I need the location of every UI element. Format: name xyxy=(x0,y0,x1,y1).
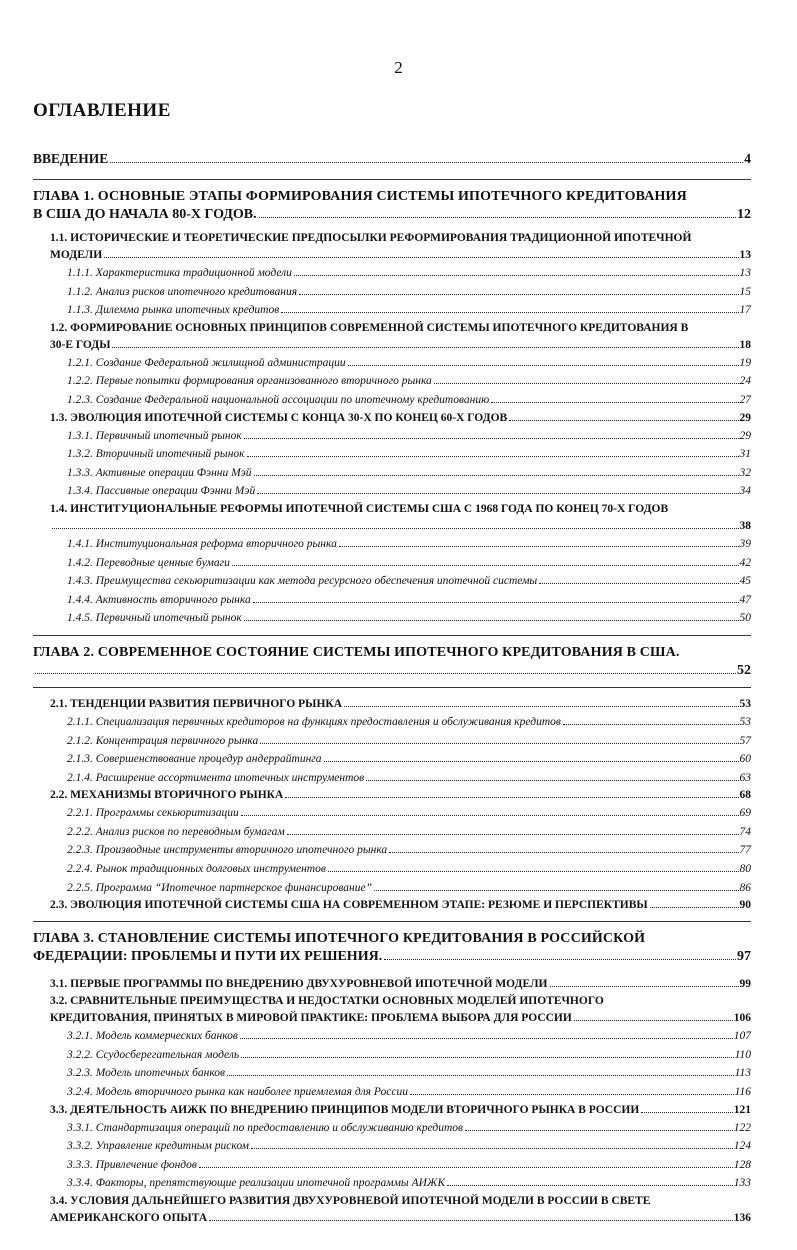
toc-entry-chapter-1[interactable] xyxy=(33,188,751,224)
toc-entry-subsection[interactable] xyxy=(33,464,751,483)
entry-title: 1.4.3. Преимущества секьюритизации как метода ресурсного обеспечения ипотечной системы xyxy=(67,575,538,588)
entry-title-line2: В США ДО НАЧАЛА 80-Х ГОДОВ. xyxy=(33,207,257,222)
entry-title: 1.4.4. Активность вторичного рынка xyxy=(67,593,251,606)
entry-page: 124 xyxy=(733,1140,751,1153)
dot-leader xyxy=(281,311,738,313)
entry-page: 90 xyxy=(739,899,751,912)
entry-page: 53 xyxy=(739,715,751,728)
dot-leader xyxy=(227,1074,734,1076)
dot-leader xyxy=(209,1219,733,1221)
dot-leader xyxy=(434,382,739,384)
entry-page: 4 xyxy=(744,151,751,166)
entry-page: 107 xyxy=(733,1030,751,1043)
entry-page: 18 xyxy=(739,338,751,351)
toc-entry-subsection[interactable] xyxy=(33,732,751,751)
entry-title: 1.3.2. Вторичный ипотечный рынок xyxy=(67,448,245,461)
dot-leader xyxy=(574,1019,733,1021)
entry-page: 13 xyxy=(739,249,751,261)
toc-entry-subsection[interactable] xyxy=(33,1083,751,1102)
toc-title: ОГЛАВЛЕНИЕ xyxy=(33,100,171,121)
dot-leader xyxy=(257,492,738,494)
toc-entry-section-3-4[interactable] xyxy=(33,1193,751,1227)
toc-entry-section-2-2[interactable] xyxy=(33,787,751,804)
entry-title: 2.1.3. Совершенствование процедур андеррайтинга xyxy=(67,753,322,766)
entry-page: 17 xyxy=(739,304,751,317)
toc-entry-subsection[interactable] xyxy=(33,1027,751,1046)
toc-entry-section-1-1[interactable] xyxy=(33,230,751,264)
entry-title: 3.1. ПЕРВЫЕ ПРОГРАММЫ ПО ВНЕДРЕНИЮ ДВУХУРОВНЕВОЙ ИПОТЕЧНОЙ МОДЕЛИ xyxy=(50,978,548,991)
toc-entry-section-3-1[interactable] xyxy=(33,976,751,993)
toc-entry-subsection[interactable] xyxy=(33,554,751,573)
divider xyxy=(33,179,751,180)
entry-title-line1: 1.2. ФОРМИРОВАНИЕ ОСНОВНЫХ ПРИНЦИПОВ СОВРЕМЕННОЙ СИСТЕМЫ ИПОТЕЧНОГО КРЕДИТОВАНИЯ В xyxy=(50,321,689,334)
entry-title: 2.2.3. Производные инструменты вторичного ипотечного рынка xyxy=(67,844,388,857)
toc-entry-subsection[interactable] xyxy=(33,1156,751,1175)
toc-entry-subsection[interactable] xyxy=(33,427,751,446)
toc-entry-section-2-3[interactable] xyxy=(33,897,751,914)
entry-page: 57 xyxy=(739,734,751,747)
entry-page: 19 xyxy=(739,356,751,369)
entry-page: 38 xyxy=(739,519,751,532)
toc-entry-section-3-3[interactable] xyxy=(33,1102,751,1119)
toc-entry-subsection[interactable] xyxy=(33,823,751,842)
entry-title: 1.2.3. Создание Федеральной национальной ассоциации по ипотечному кредитованию xyxy=(67,393,490,406)
dot-leader xyxy=(241,1056,733,1058)
dot-leader xyxy=(366,779,738,781)
entry-page: 110 xyxy=(734,1048,751,1061)
toc-entry-subsection[interactable] xyxy=(33,264,751,283)
entry-page: 24 xyxy=(739,375,751,388)
entry-page: 31 xyxy=(739,448,751,461)
dot-leader xyxy=(389,851,738,853)
entry-title-line1: 3.2. СРАВНИТЕЛЬНЫЕ ПРЕИМУЩЕСТВА И НЕДОСТАТКИ ОСНОВНЫХ МОДЕЛЕЙ ИПОТЕЧНОГО xyxy=(50,995,604,1008)
entry-page: 60 xyxy=(739,753,751,766)
entry-page: 121 xyxy=(733,1103,751,1116)
toc-entry-subsection[interactable] xyxy=(33,445,751,464)
dot-leader xyxy=(254,474,739,476)
entry-title-line1: ГЛАВА 3. СТАНОВЛЕНИЕ СИСТЕМЫ ИПОТЕЧНОГО КРЕДИТОВАНИЯ В РОССИЙСКОЙ xyxy=(33,931,646,947)
entry-page: 13 xyxy=(739,267,751,279)
dot-leader xyxy=(384,958,736,960)
dot-leader xyxy=(199,1166,733,1168)
entry-title: 1.3.4. Пассивные операции Фэнни Мэй xyxy=(67,485,256,498)
dot-leader xyxy=(287,833,739,835)
dot-leader xyxy=(112,346,738,348)
toc-entry-subsection[interactable] xyxy=(33,769,751,788)
entry-title: 3.2.1. Модель коммерческих банков xyxy=(67,1030,238,1043)
dot-leader xyxy=(104,256,738,258)
entry-page: 15 xyxy=(739,285,751,298)
toc-entry-subsection[interactable] xyxy=(33,804,751,823)
dot-leader xyxy=(374,889,738,891)
dot-leader xyxy=(344,705,738,707)
dot-leader xyxy=(491,401,738,403)
entry-page: 47 xyxy=(739,593,751,606)
entry-page: 12 xyxy=(737,207,751,222)
entry-page: 77 xyxy=(739,844,751,857)
dot-leader xyxy=(348,364,739,366)
toc-entry-subsection[interactable] xyxy=(33,283,751,302)
dot-leader xyxy=(240,1037,733,1039)
dot-leader xyxy=(260,742,738,744)
entry-page: 86 xyxy=(739,881,751,894)
entry-page: 133 xyxy=(733,1177,751,1190)
toc-entry-subsection[interactable] xyxy=(33,841,751,860)
entry-page: 99 xyxy=(739,978,751,991)
entry-title: 2.1.2. Концентрация первичного рынка xyxy=(67,734,259,747)
entry-title: 1.3. ЭВОЛЮЦИЯ ИПОТЕЧНОЙ СИСТЕМЫ С КОНЦА 30-Х ПО КОНЕЦ 60-Х ГОДОВ xyxy=(50,411,508,424)
divider xyxy=(33,921,751,922)
dot-leader xyxy=(299,293,738,295)
entry-title: 2.1.4. Расширение ассортимента ипотечных инструментов xyxy=(67,771,365,784)
entry-page: 69 xyxy=(739,807,751,820)
entry-title: 2.2.4. Рынок традиционных долговых инструментов xyxy=(67,863,326,876)
toc-entry-chapter-2[interactable] xyxy=(33,644,751,680)
dot-leader xyxy=(294,274,739,276)
toc-entry-subsection[interactable] xyxy=(33,482,751,501)
entry-title: 3.3.3. Привлечение фондов xyxy=(67,1158,197,1171)
dot-leader xyxy=(52,527,739,529)
dot-leader xyxy=(328,870,739,872)
entry-title: 2.2.1. Программы секьюритизации xyxy=(67,807,239,820)
toc-entry-subsection[interactable] xyxy=(33,609,751,628)
entry-title: 2.1.1. Специализация первичных кредиторов на функциях предоставления и обслуживания кредитов xyxy=(67,715,561,728)
divider xyxy=(33,687,751,688)
toc-entry-section-1-3[interactable] xyxy=(33,410,751,427)
entry-title: 1.4.5. Первичный ипотечный рынок xyxy=(67,612,242,625)
entry-title-line2: КРЕДИТОВАНИЯ, ПРИНЯТЫХ В МИРОВОЙ ПРАКТИКЕ: ПРОБЛЕМА ВЫБОРА ДЛЯ РОССИИ xyxy=(50,1012,572,1025)
entry-page: 52 xyxy=(737,662,751,678)
entry-page: 45 xyxy=(739,575,751,588)
entry-title: 1.3.1. Первичный ипотечный рынок xyxy=(67,429,242,442)
toc-entry-section-1-2[interactable] xyxy=(33,320,751,354)
entry-title-line1: 1.1. ИСТОРИЧЕСКИЕ И ТЕОРЕТИЧЕСКИЕ ПРЕДПОСЫЛКИ РЕФОРМИРОВАНИЯ ТРАДИЦИОННОЙ ИПОТЕЧНОЙ xyxy=(50,232,692,244)
entry-page: 27 xyxy=(739,393,751,406)
toc-entry-section-1-4[interactable] xyxy=(33,501,751,535)
entry-title-line1: ГЛАВА 1. ОСНОВНЫЕ ЭТАПЫ ФОРМИРОВАНИЯ СИСТЕМЫ ИПОТЕЧНОГО КРЕДИТОВАНИЯ xyxy=(33,189,687,204)
toc-entry-subsection[interactable] xyxy=(33,1046,751,1065)
entry-title: 1.1.1. Характеристика традиционной модели xyxy=(67,267,292,279)
entry-page: 39 xyxy=(739,537,751,550)
toc-entry-subsection[interactable] xyxy=(33,572,751,591)
entry-page: 128 xyxy=(733,1158,751,1171)
dot-leader xyxy=(650,906,739,908)
entry-page: 63 xyxy=(739,771,751,784)
dot-leader xyxy=(253,601,739,603)
entry-page: 68 xyxy=(739,789,751,802)
toc-entry-chapter-3[interactable] xyxy=(33,930,751,966)
entry-title: 2.2.5. Программа “Ипотечное партнерское финансирование” xyxy=(67,881,373,894)
dot-leader xyxy=(509,419,738,421)
entry-title: 1.2.2. Первые попытки формирования организованного вторичного рынка xyxy=(67,375,432,388)
entry-page: 32 xyxy=(739,466,751,479)
entry-title: 2.3. ЭВОЛЮЦИЯ ИПОТЕЧНОЙ СИСТЕМЫ США НА СОВРЕМЕННОМ ЭТАПЕ: РЕЗЮМЕ И ПЕРСПЕКТИВЫ xyxy=(50,899,648,912)
dot-leader xyxy=(35,672,736,674)
entry-title-line2: 30-Е ГОДЫ xyxy=(50,338,111,351)
entry-page: 29 xyxy=(739,429,751,442)
entry-page: 74 xyxy=(739,825,751,838)
dot-leader xyxy=(244,437,739,439)
entry-title-line2: АМЕРИКАНСКОГО ОПЫТА xyxy=(50,1212,208,1224)
toc-entry-introduction[interactable] xyxy=(33,150,751,172)
entry-title-line2: ФЕДЕРАЦИИ: ПРОБЛЕМЫ И ПУТИ ИХ РЕШЕНИЯ. xyxy=(33,949,383,965)
entry-page: 97 xyxy=(737,949,751,965)
entry-title: 3.2.3. Модель ипотечных банков xyxy=(67,1067,226,1080)
entry-title: 1.3.3. Активные операции Фэнни Мэй xyxy=(67,466,252,479)
entry-title: 1.4.2. Переводные ценные бумаги xyxy=(67,556,230,569)
entry-page: 80 xyxy=(739,863,751,876)
entry-title: 3.3. ДЕЯТЕЛЬНОСТЬ АИЖК ПО ВНЕДРЕНИЮ ПРИНЦИПОВ МОДЕЛИ ВТОРИЧНОГО РЫНКА В РОССИИ xyxy=(50,1103,640,1116)
entry-title-line1: ГЛАВА 2. СОВРЕМЕННОЕ СОСТОЯНИЕ СИСТЕМЫ ИПОТЕЧНОГО КРЕДИТОВАНИЯ В США. xyxy=(33,644,680,660)
toc-entry-section-3-2[interactable] xyxy=(33,993,751,1027)
dot-leader xyxy=(550,985,739,987)
entry-page: 29 xyxy=(739,411,751,424)
entry-title: 2.2.2. Анализ рисков по переводным бумагам xyxy=(67,825,285,838)
toc-entry-subsection[interactable] xyxy=(33,713,751,732)
toc-entry-subsection[interactable] xyxy=(33,1174,751,1193)
toc-entry-subsection[interactable] xyxy=(33,372,751,391)
entry-title: 1.1.3. Дилемма рынка ипотечных кредитов xyxy=(67,304,280,317)
entry-title-line2: МОДЕЛИ xyxy=(50,249,103,261)
dot-leader xyxy=(241,814,739,816)
toc-entry-subsection[interactable] xyxy=(33,301,751,320)
toc-entry-subsection[interactable] xyxy=(33,391,751,410)
dot-leader xyxy=(410,1093,734,1095)
dot-leader xyxy=(563,723,739,725)
dot-leader xyxy=(110,161,743,163)
dot-leader xyxy=(447,1184,733,1186)
toc-entry-subsection[interactable] xyxy=(33,354,751,373)
dot-leader xyxy=(324,760,739,762)
entry-title: 3.3.2. Управление кредитным риском xyxy=(67,1140,249,1153)
dot-leader xyxy=(247,455,739,457)
entry-page: 136 xyxy=(733,1212,751,1224)
toc-entry-subsection[interactable] xyxy=(33,535,751,554)
toc-entry-subsection[interactable] xyxy=(33,591,751,610)
entry-title: 3.3.1. Стандартизация операций по предоставлению и обслуживанию кредитов xyxy=(67,1121,464,1134)
toc-entry-subsection[interactable] xyxy=(33,1064,751,1083)
toc-entry-subsection[interactable] xyxy=(33,1119,751,1138)
entry-page: 50 xyxy=(739,612,751,625)
entry-title-line1: 1.4. ИНСТИТУЦИОНАЛЬНЫЕ РЕФОРМЫ ИПОТЕЧНОЙ СИСТЕМЫ США С 1968 ГОДА ПО КОНЕЦ 70-Х ГОДОВ xyxy=(50,502,669,515)
entry-title: 3.2.4. Модель вторичного рынка как наиболее приемлемая для России xyxy=(67,1086,408,1099)
dot-leader xyxy=(244,619,739,621)
entry-page: 116 xyxy=(734,1086,751,1099)
dot-leader xyxy=(339,545,739,547)
dot-leader xyxy=(641,1111,732,1113)
entry-page: 34 xyxy=(739,485,751,498)
entry-title: 3.3.4. Факторы, препятствующие реализации ипотечной программы АИЖК xyxy=(67,1177,446,1190)
divider xyxy=(33,635,751,636)
dot-leader xyxy=(232,564,739,566)
entry-page: 106 xyxy=(733,1012,751,1025)
dot-leader xyxy=(539,582,738,584)
entry-title: 2.2. МЕХАНИЗМЫ ВТОРИЧНОГО РЫНКА xyxy=(50,789,284,802)
entry-page: 53 xyxy=(739,697,751,710)
entry-title: 1.1.2. Анализ рисков ипотечного кредитования xyxy=(67,285,298,298)
toc-entry-subsection[interactable] xyxy=(33,750,751,769)
dot-leader xyxy=(465,1129,733,1131)
toc-entry-subsection[interactable] xyxy=(33,879,751,898)
dot-leader xyxy=(251,1147,733,1149)
entry-page: 113 xyxy=(734,1067,751,1080)
entry-page: 122 xyxy=(733,1121,751,1134)
entry-title: 1.2.1. Создание Федеральной жилищной администрации xyxy=(67,356,346,369)
dot-leader xyxy=(285,796,738,798)
toc-entry-subsection[interactable] xyxy=(33,860,751,879)
entry-title: 2.1. ТЕНДЕНЦИИ РАЗВИТИЯ ПЕРВИЧНОГО РЫНКА xyxy=(50,697,343,710)
dot-leader xyxy=(259,216,736,218)
page-number: 2 xyxy=(394,58,403,77)
entry-title: 1.4.1. Институциональная реформа вторичного рынка xyxy=(67,537,337,550)
toc-entry-section-2-1[interactable] xyxy=(33,696,751,713)
toc-entry-subsection[interactable] xyxy=(33,1137,751,1156)
entry-page: 42 xyxy=(739,556,751,569)
entry-title-line1: 3.4. УСЛОВИЯ ДАЛЬНЕЙШЕГО РАЗВИТИЯ ДВУХУРОВНЕВОЙ ИПОТЕЧНОЙ МОДЕЛИ В РОССИИ В СВЕТЕ xyxy=(50,1195,651,1207)
entry-title: 3.2.2. Ссудосберегательная модель xyxy=(67,1048,240,1061)
entry-title: ВВЕДЕНИЕ xyxy=(33,151,109,166)
table-of-contents xyxy=(33,150,751,1227)
